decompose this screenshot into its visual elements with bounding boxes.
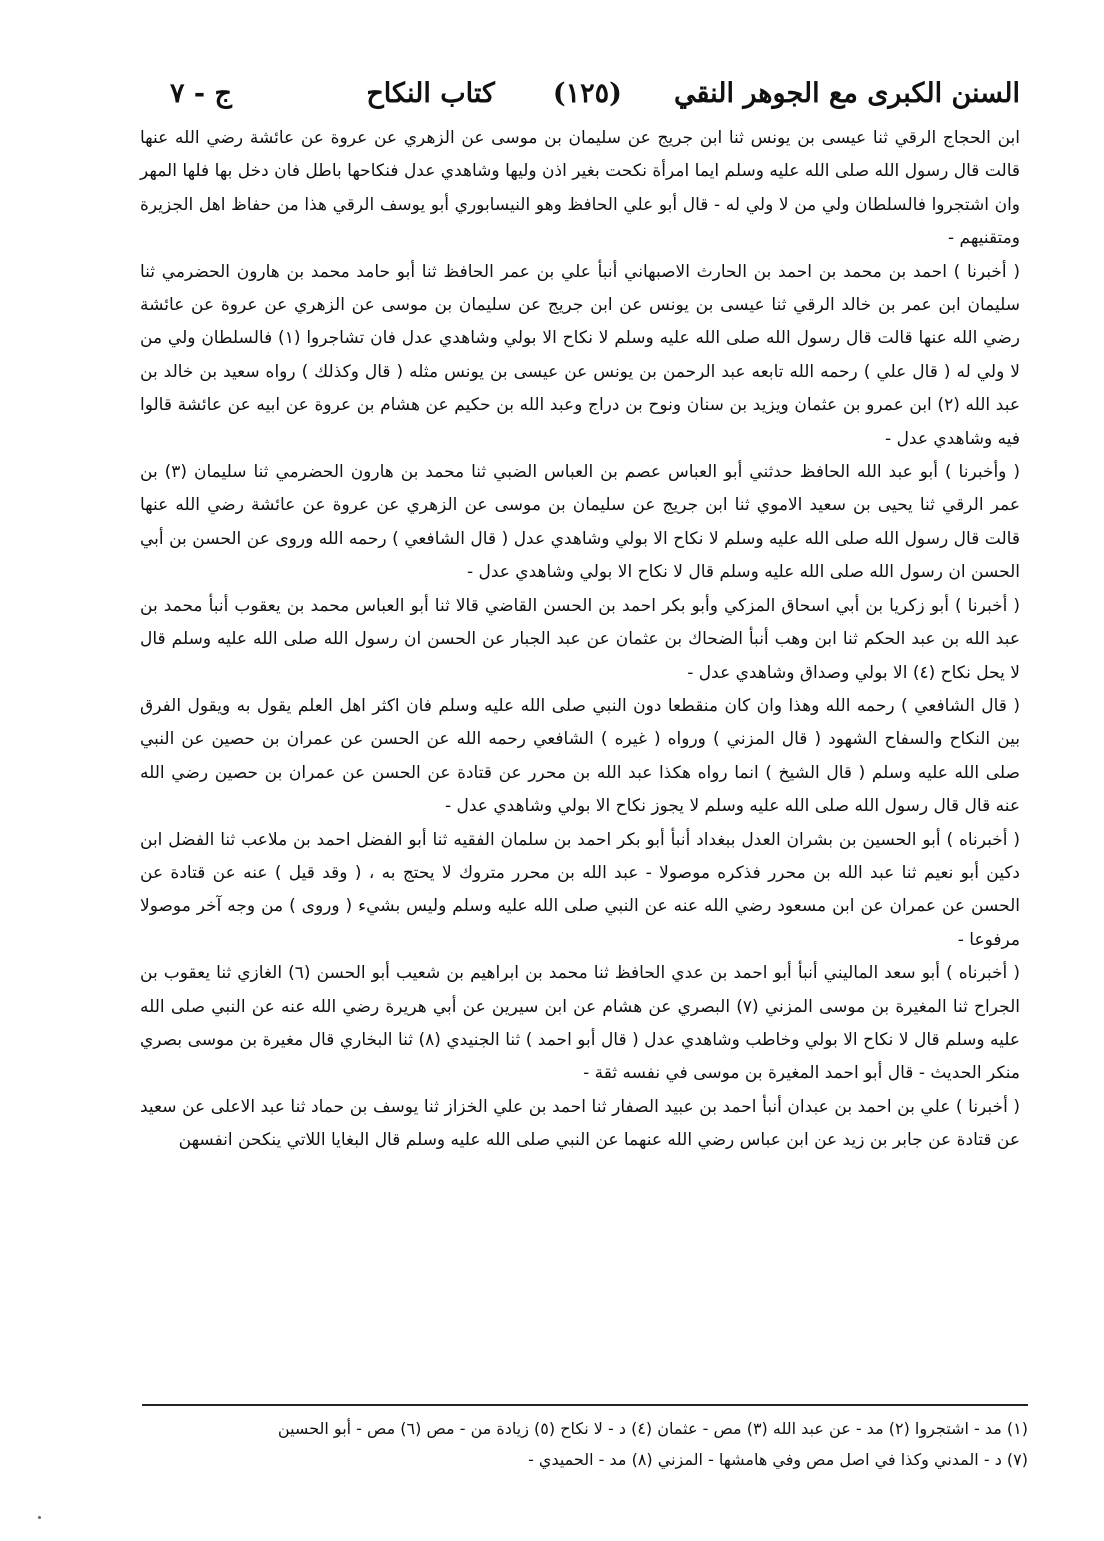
paragraph: ( أخبرنا ) علي بن احمد بن عبدان أنبأ احمد بن عبيد الصفار ثنا احمد بن علي الخزاز ثنا يوسف بن حماد ثنا عبد الاعلى عن سعيد عن قتادة عن جابر بن زيد عن ابن عباس رضي الله عنهما عن النبي صلى الله عليه وسلم قال البغايا اللاتي ينكحن انفسهن [140,1096,1020,1151]
paragraph: ( أخبرناه ) أبو الحسين بن بشران العدل ببغداد أنبأ أبو بكر احمد بن سلمان الفقيه ثنا أبو الفضل احمد بن ملاعب ثنا الفضل ابن دكين أبو نعيم ثنا عبد الله بن محرر فذكره موصولا - عبد الله بن محرر متروك لا يحتج به ، ( وقد قيل ) عنه عن قتادة عن الحسن عن عمران عن ابن مسعود رضي الله عنه عن النبي صلى الله عليه وسلم وليس بشيء ( وروى ) من وجه آخر موصولا مرفوعا - [140,829,1020,950]
paragraph: ( أخبرنا ) أبو زكريا بن أبي اسحاق المزكي وأبو بكر احمد بن الحسن القاضي قالا ثنا أبو العباس محمد بن يعقوب أنبأ محمد بن عبد الله بن عبد الحكم ثنا ابن وهب أنبأ الضحاك بن عثمان عن عبد الجبار عن الحسن ان رسول الله صلى الله عليه وسلم قال لا يحل نكاح (٤) الا بولي وصداق وشاهدي عدل - [140,595,1020,683]
paragraph: ( أخبرناه ) أبو سعد الماليني أنبأ أبو احمد بن عدي الحافظ ثنا محمد بن ابراهيم بن شعيب أبو الحسن (٦) الغازي ثنا يعقوب بن الجراح ثنا المغيرة بن موسى المزني (٧) البصري عن هشام عن ابن سيرين عن أبي هريرة رضي الله عنه عن النبي صلى الله عليه وسلم قال لا نكاح الا بولي وخاطب وشاهدي عدل ( قال أبو احمد ) ثنا الجنيدي (٨) ثنا البخاري قال مغيرة بن موسى بصري منكر الحديث - قال أبو احمد المغيرة بن موسى في نفسه ثقة - [140,963,1021,1084]
page-number: (١٢٥) [552,77,622,109]
scan-speck [38,1516,41,1519]
paragraph: ( قال الشافعي ) رحمه الله وهذا وان كان منقطعا دون النبي صلى الله عليه وسلم فان اكثر اهل العلم يقول به ويقول الفرق بين النكاح والسفاح الشهود ( قال المزني ) ورواه ( غيره ) الشافعي رحمه الله عن الحسن عن عمران بن حصين عن النبي صلى الله عليه وسلم ( قال الشيخ ) انما رواه هكذا عبد الله بن محرر عن قتادة عن الحسن عن عمران بن حصين رضي الله عنه قال قال رسول الله صلى الله عليه وسلم لا يجوز نكاح الا بولي وشاهدي عدل - [140,695,1020,817]
volume-number: ج - ٧ [170,77,232,109]
paragraph: ابن الحجاج الرقي ثنا عيسى بن يونس ثنا ابن جريج عن سليمان بن موسى عن الزهري عن عروة عن عائشة رضي الله عنها قالت قال رسول الله صلى الله عليه وسلم ايما امرأة نكحت بغير اذن وليها وشاهدي عدل فنكاحها باطل فان دخل بها فلها المهر وان اشتجروا فالسلطان ولي من لا ولي له - قال أبو علي الحافظ وهو النيسابوري أبو يوسف الرقي هذا من حفاظ اهل الجزيرة ومتقنيهم - [140,128,1020,249]
chapter-title: كتاب النكاح [366,77,495,109]
running-header [140,68,1020,118]
book-title: السنن الكبرى مع الجوهر النقي [673,77,1020,109]
footnote-line: (١) مد - اشتجروا (٢) مد - عن عبد الله (٣) مص - عثمان (٤) د - لا نكاح (٥) زيادة من - مص (٦) مص - أبو الحسين [277,1419,1028,1438]
main-text [140,122,1020,1158]
footnote-line: (٧) د - المدني وكذا في اصل مص وفي هامشها - المزني (٨) مد - الحميدي - [528,1450,1028,1469]
document-page [140,68,1020,1158]
paragraph: ( أخبرنا ) احمد بن محمد بن احمد بن الحارث الاصبهاني أنبأ علي بن عمر الحافظ ثنا أبو حامد محمد بن هارون الحضرمي ثنا سليمان ابن عمر بن خالد الرقي ثنا عيسى بن يونس عن ابن جريج عن سليمان بن موسى عن الزهري عن عروة عن عائشة رضي الله عنها قالت قال رسول الله صلى الله عليه وسلم لا نكاح الا بولي وشاهدي عدل فان تشاجروا (١) فالسلطان ولي من لا ولي له ( قال علي ) رحمه الله تابعه عبد الرحمن بن يونس عن عيسى بن يونس مثله ( قال وكذلك ) رواه سعيد بن خالد بن عبد الله (٢) ابن عمرو بن عثمان ويزيد بن سنان ونوح بن دراج وعبد الله بن حكيم عن هشام بن عروة عن ابيه عن عائشة قالوا فيه وشاهدي عدل - [140,261,1020,449]
footnotes [142,1413,1028,1475]
footnote-divider [142,1404,1028,1406]
paragraph: ( وأخبرنا ) أبو عبد الله الحافظ حدثني أبو العباس عصم بن العباس الضبي ثنا محمد بن هارون الحضرمي ثنا سليمان (٣) بن عمر الرقي ثنا يحيى بن سعيد الاموي ثنا ابن جريج عن سليمان بن موسى عن الزهري عن عروة عن عائشة رضي الله عنها قالت قال رسول الله صلى الله عليه وسلم لا نكاح الا بولي وشاهدي عدل ( قال الشافعي ) رحمه الله وروى عن الحسن بن أبي الحسن ان رسول الله صلى الله عليه وسلم قال لا نكاح الا بولي وشاهدي عدل - [140,462,1020,583]
